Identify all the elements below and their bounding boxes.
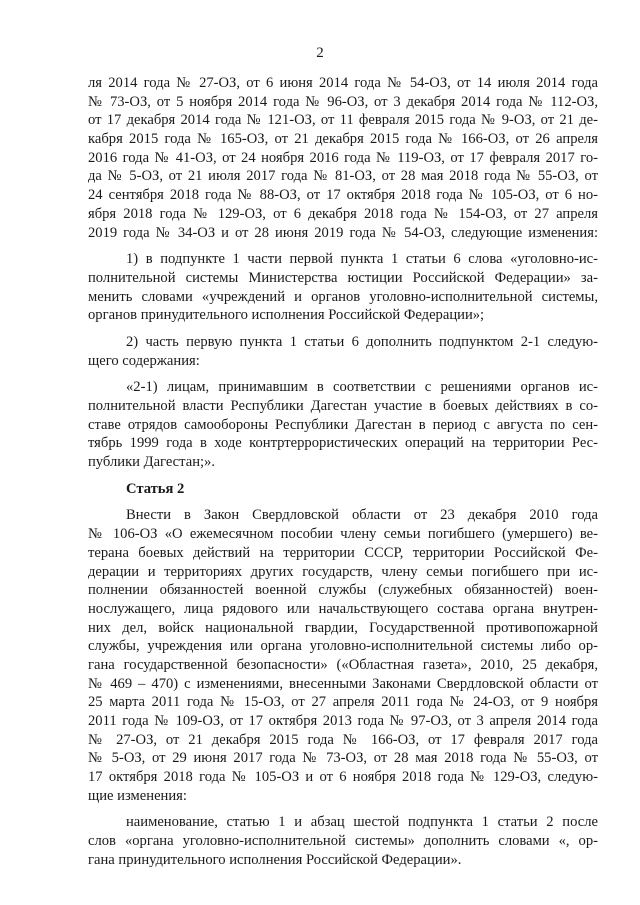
paragraph xyxy=(88,333,598,370)
text-line: 2011 года № 109-ОЗ, от 17 октября 2013 года № 97-ОЗ, от 3 апреля 2014 года xyxy=(88,713,598,729)
text-line: 2016 года № 41-ОЗ, от 24 ноября 2016 года № 119-ОЗ, от 17 февраля 2017 го- xyxy=(88,149,598,166)
text-line: ля 2014 года № 27-ОЗ, от 6 июня 2014 года № 54-ОЗ, от 14 июля 2014 года xyxy=(88,75,598,91)
text-line: № 27-ОЗ, от 21 декабря 2015 года № 166-ОЗ, от 17 февраля 2017 года xyxy=(88,731,598,748)
paragraph xyxy=(88,378,598,471)
text-line: 17 октября 2018 года № 105-ОЗ и от 6 ноября 2018 года № 129-ОЗ, следую- xyxy=(88,769,598,786)
text-line: Внести в Закон Свердловской области от 23 декабря 2010 года xyxy=(126,507,598,524)
text-line: дерации и территориях других государств, члену семьи погибшего при ис- xyxy=(88,563,598,580)
text-line: гана принудительного исполнения Российской Федерации». xyxy=(88,851,462,868)
text-line: публики Дагестан;». xyxy=(88,454,216,471)
text-line: № 5-ОЗ, от 29 июня 2017 года № 73-ОЗ, от 28 мая 2018 года № 55-ОЗ, от xyxy=(88,750,598,767)
text-line: службы, учреждения или органа уголовно-исполнительной системы либо ор- xyxy=(88,638,598,655)
paragraph xyxy=(88,506,598,805)
page-number: 2 xyxy=(316,45,324,61)
text-line: № 469 – 470) с изменениями, внесенными Законами Свердловской области от xyxy=(88,675,598,692)
text-line: щего содержания: xyxy=(88,352,200,369)
text-line: ября 2018 года № 129-ОЗ, от 6 декабря 2018 года № 154-ОЗ, от 27 апреля xyxy=(88,205,598,222)
article-heading: Статья 2 xyxy=(126,480,185,497)
text-line: ставе отрядов самообороны Республики Дагестан в период с августа по сен- xyxy=(88,416,598,433)
text-line: наименование, статью 1 и абзац шестой подпункта 1 статьи 2 после xyxy=(126,814,598,831)
text-line: щие изменения: xyxy=(88,787,187,804)
text-line: кабря 2015 года № 165-ОЗ, от 21 декабря 2015 года № 166-ОЗ, от 26 апреля xyxy=(88,131,598,148)
text-line: № 106-ОЗ «О ежемесячном пособии члену семьи погибшего (умершего) ве- xyxy=(88,526,598,543)
text-line: них дел, войск национальной гвардии, Государственной противопожарной xyxy=(88,619,598,636)
paragraph xyxy=(88,813,598,869)
text-line: органов принудительного исполнения Российской Федерации»; xyxy=(88,307,485,324)
text-line: полнении обязанностей военной службы (служебных обязанностей) воен- xyxy=(88,582,598,599)
text-line: от 17 декабря 2014 года № 121-ОЗ, от 11 февраля 2015 года № 9-ОЗ, от 21 де- xyxy=(88,112,598,129)
text-line: 2019 года № 34-ОЗ и от 28 июня 2019 года № 54-ОЗ, следующие изменения: xyxy=(88,224,598,241)
text-line: 25 марта 2011 года № 15-ОЗ, от 27 апреля 2011 года № 24-ОЗ, от 9 ноября xyxy=(88,694,598,711)
text-line: гана государственной безопасности» («Областная газета», 2010, 25 декабря, xyxy=(88,656,598,673)
text-line: 1) в подпункте 1 части первой пункта 1 статьи 6 слова «уголовно-ис- xyxy=(126,251,598,268)
text-line: 2) часть первую пункта 1 статьи 6 дополнить подпунктом 2-1 следую- xyxy=(126,333,598,350)
text-line: «2-1) лицам, принимавшим в соответствии с решениями органов ис- xyxy=(126,379,598,396)
text-line: да № 5-ОЗ, от 21 июля 2017 года № 81-ОЗ, от 28 мая 2018 года № 55-ОЗ, от xyxy=(88,168,598,185)
text-line: терана боевых действий на территории СССР, территории Российской Фе- xyxy=(88,544,598,561)
text-line: тябрь 1999 года в ходе контртеррористических операций на территории Рес- xyxy=(88,435,598,452)
text-line: нослужащего, лица рядового или начальствующего состава органа внутрен- xyxy=(88,600,598,617)
text-line: 24 сентября 2018 года № 88-ОЗ, от 17 октября 2018 года № 105-ОЗ, от 6 но- xyxy=(88,187,598,204)
document-body xyxy=(88,74,598,870)
paragraph xyxy=(88,250,598,325)
text-line: менить словами «учреждений и органов уголовно-исполнительной системы, xyxy=(88,288,598,305)
text-line: полнительной власти Республики Дагестан участие в боевых действиях в со- xyxy=(88,398,598,414)
text-line: № 73-ОЗ, от 5 ноября 2014 года № 96-ОЗ, от 3 декабря 2014 года № 112-ОЗ, xyxy=(88,93,598,110)
text-line: слов «органа уголовно-исполнительной системы» дополнить словами «, ор- xyxy=(88,833,598,850)
paragraph xyxy=(88,74,598,242)
text-line: полнительной системы Министерства юстиции Российской Федерации» за- xyxy=(88,269,598,286)
